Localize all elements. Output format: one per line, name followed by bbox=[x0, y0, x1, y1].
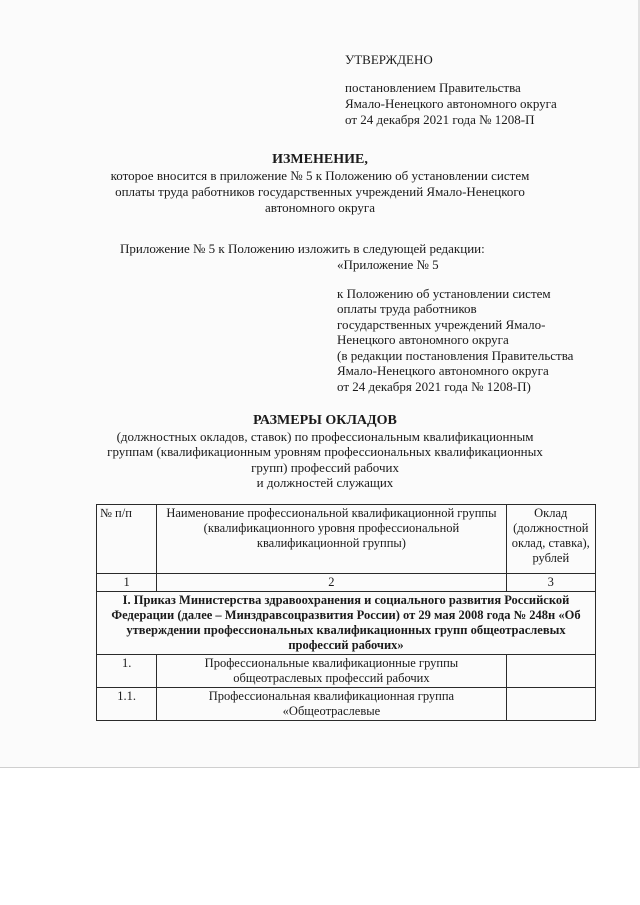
amendment-line: автономного округа bbox=[265, 200, 375, 215]
approval-heading: УТВЕРЖДЕНО bbox=[345, 52, 433, 67]
sizes-title: РАЗМЕРЫ ОКЛАДОВ bbox=[253, 413, 397, 428]
instruction-text: Приложение № 5 к Положению изложить в следующей редакции: bbox=[120, 241, 485, 256]
header-name: Наименование профессиональной квалификационной группы (квалификационного уровня профессиональной квалификационной группы) bbox=[157, 505, 506, 574]
amendment-line: которое вносится в приложение № 5 к Положению об установлении систем bbox=[110, 168, 530, 183]
approval-line: от 24 декабря 2021 года № 1208-П bbox=[345, 112, 535, 127]
row-num: 1.1. bbox=[97, 688, 157, 721]
table-header-row bbox=[97, 505, 596, 574]
table-column-numbers bbox=[97, 574, 596, 592]
col-number: 1 bbox=[97, 574, 157, 592]
annex-line: Ямало-Ненецкого автономного округа bbox=[337, 363, 549, 378]
header-salary: Оклад (должностной оклад, ставка), рублей bbox=[506, 505, 595, 574]
table-row bbox=[97, 655, 596, 688]
approval-line: постановлением Правительства bbox=[345, 80, 521, 95]
annex-line: от 24 декабря 2021 года № 1208-П) bbox=[337, 378, 531, 394]
annex-number: «Приложение № 5 bbox=[337, 257, 439, 272]
sizes-title-block bbox=[80, 413, 570, 491]
col-number: 2 bbox=[157, 574, 506, 592]
section-title: I. Приказ Министерства здравоохранения и социального развития Российской Федерации (далее – Минздравсоцразвития России) от 29 мая 2008 года № 248н «Об утверждении профессиональных квалификационных групп общеотраслевых профессий рабочих» bbox=[97, 592, 596, 655]
row-num: 1. bbox=[97, 655, 157, 688]
annex-line: (в редакции постановления Правительства bbox=[337, 347, 574, 363]
col-number: 3 bbox=[506, 574, 595, 592]
row-salary bbox=[506, 655, 595, 688]
amendment-title-block bbox=[95, 152, 545, 216]
sizes-line: (должностных окладов, ставок) по профессиональным квалификационным bbox=[116, 428, 534, 444]
table-section-row bbox=[97, 592, 596, 655]
annex-reference bbox=[337, 257, 627, 394]
sizes-line: групп) профессий рабочих bbox=[251, 459, 399, 475]
amendment-title: ИЗМЕНЕНИЕ, bbox=[272, 152, 368, 167]
salary-table bbox=[96, 504, 596, 721]
annex-line: государственных учреждений Ямало- bbox=[337, 316, 546, 332]
approval-line: Ямало-Ненецкого автономного округа bbox=[345, 96, 557, 111]
sizes-line: группам (квалификационным уровням профессиональных квалификационных bbox=[107, 444, 543, 459]
table-row bbox=[97, 688, 596, 721]
header-num: № п/п bbox=[97, 505, 157, 574]
annex-line: к Положению об установлении систем bbox=[337, 285, 551, 301]
annex-line: оплаты труда работников bbox=[337, 301, 477, 316]
approval-stamp bbox=[345, 52, 625, 128]
row-name: Профессиональные квалификационные группы общеотраслевых профессий рабочих bbox=[157, 655, 506, 688]
row-name: Профессиональная квалификационная группа «Общеотраслевые bbox=[157, 688, 506, 721]
sizes-line: и должностей служащих bbox=[256, 475, 394, 490]
row-salary bbox=[506, 688, 595, 721]
amendment-line: оплаты труда работников государственных учреждений Ямало-Ненецкого bbox=[115, 184, 525, 199]
annex-line: Ненецкого автономного округа bbox=[337, 332, 509, 347]
